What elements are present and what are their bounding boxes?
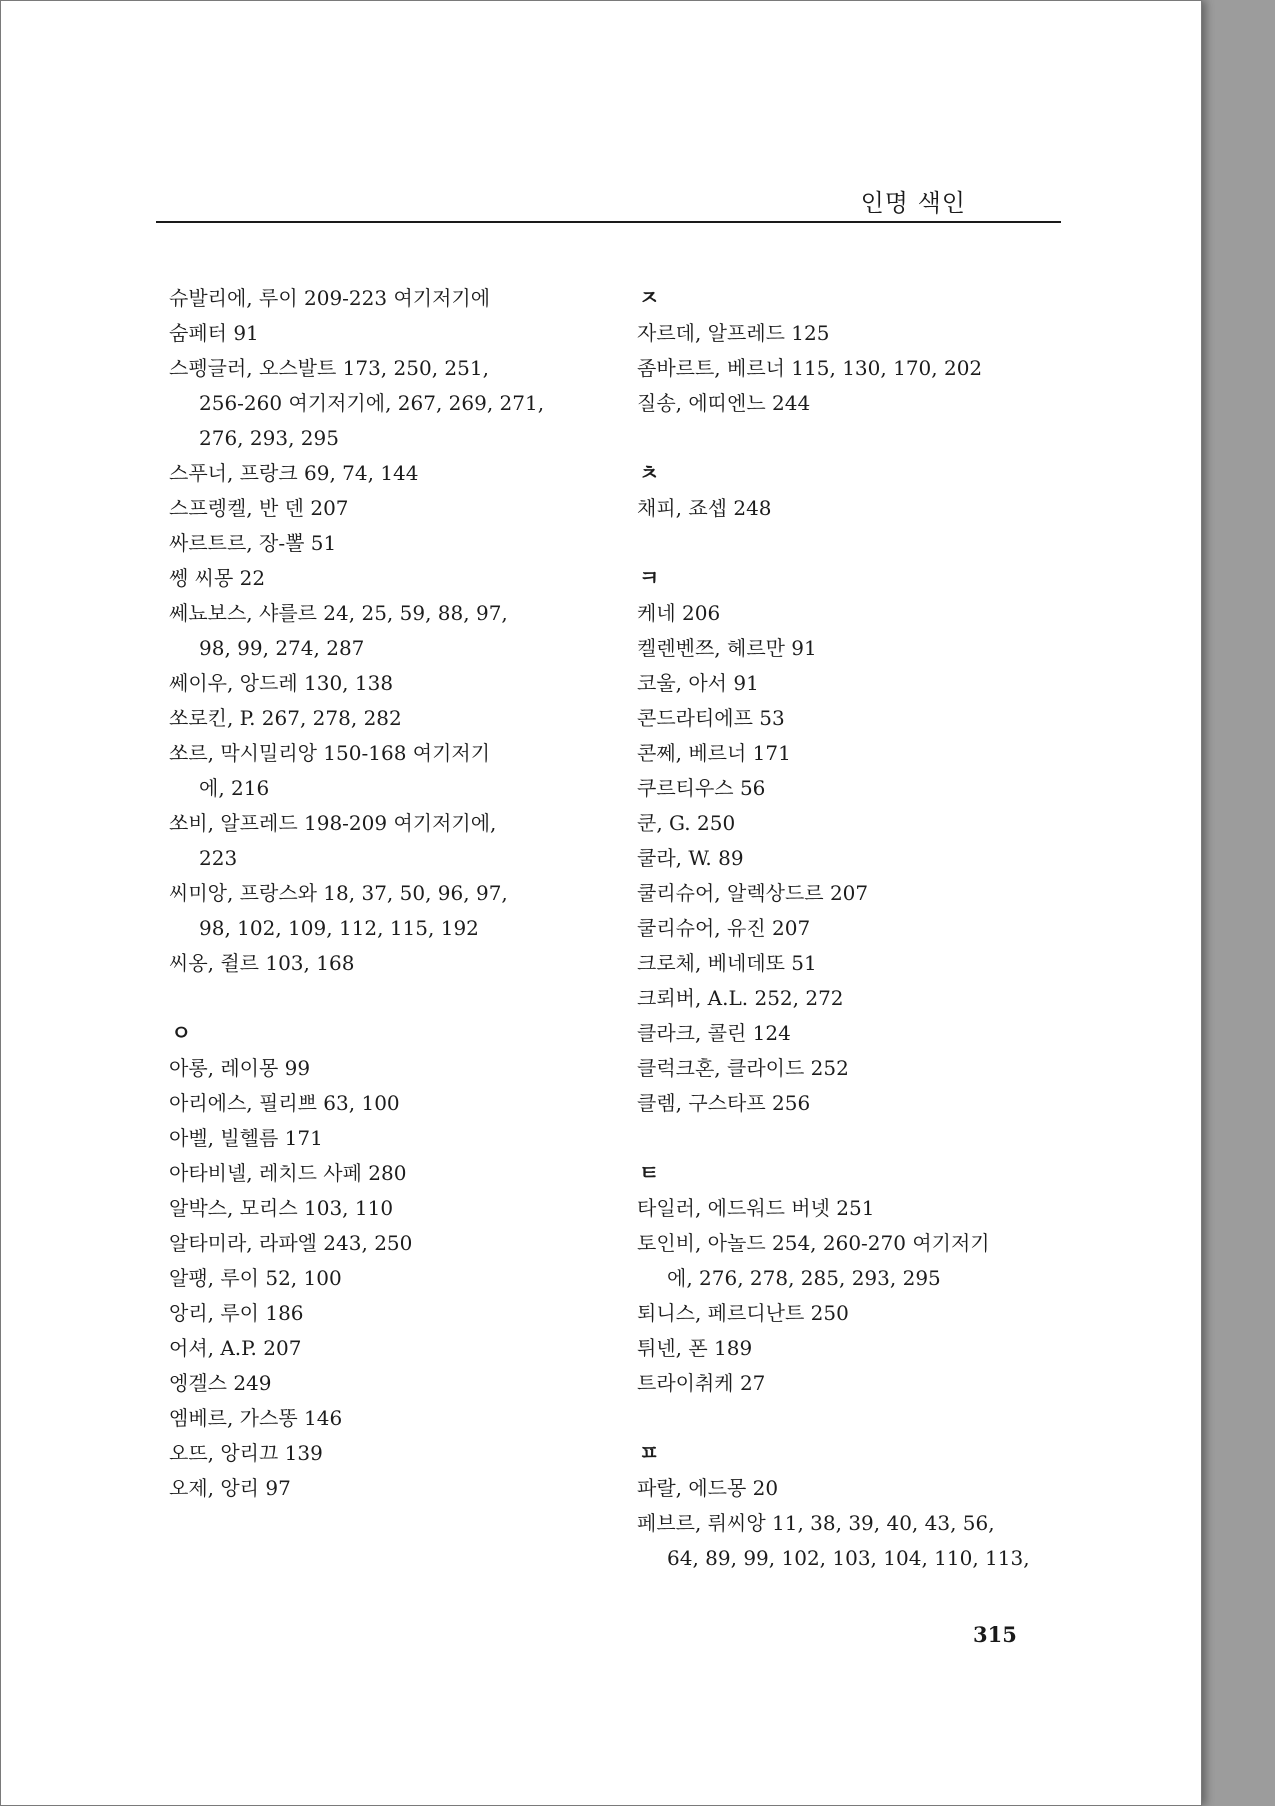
index-entry bbox=[169, 736, 609, 806]
index-entry-continuation: 에, 276, 278, 285, 293, 295 bbox=[667, 1266, 941, 1290]
index-entry-text: 자르데, 알프레드 125 bbox=[637, 321, 830, 345]
index-entry bbox=[169, 526, 609, 561]
index-entry-text: 케네 206 bbox=[637, 601, 721, 625]
entry-group-kieuk bbox=[637, 596, 1077, 1121]
index-entry-text: 어셔, A.P. 207 bbox=[169, 1336, 302, 1360]
index-entry bbox=[169, 946, 609, 981]
index-column-right bbox=[637, 281, 1077, 1576]
index-entry-text: 쏘로킨, P. 267, 278, 282 bbox=[169, 706, 402, 730]
index-entry bbox=[637, 981, 1077, 1016]
section-gap bbox=[637, 1121, 1077, 1156]
index-entry-continuation: 64, 89, 99, 102, 103, 104, 110, 113, bbox=[667, 1546, 1030, 1570]
index-entry bbox=[169, 1261, 609, 1296]
index-entry bbox=[637, 946, 1077, 981]
index-entry-continuation: 98, 102, 109, 112, 115, 192 bbox=[199, 916, 479, 940]
index-entry bbox=[169, 561, 609, 596]
index-entry bbox=[637, 1226, 1077, 1296]
index-entry bbox=[169, 1471, 609, 1506]
index-entry bbox=[169, 1331, 609, 1366]
index-entry bbox=[169, 1226, 609, 1261]
index-entry bbox=[637, 806, 1077, 841]
index-entry-continuation: 276, 293, 295 bbox=[199, 426, 339, 450]
index-entry bbox=[637, 736, 1077, 771]
index-entry-text: 슈발리에, 루이 209-223 여기저기에 bbox=[169, 286, 491, 310]
section-gap bbox=[169, 981, 609, 1016]
index-entry-text: 크뢰버, A.L. 252, 272 bbox=[637, 986, 844, 1010]
index-entry-text: 씨미앙, 프랑스와 18, 37, 50, 96, 97, bbox=[169, 881, 508, 905]
index-entry bbox=[169, 876, 609, 946]
index-entry-continuation: 256-260 여기저기에, 267, 269, 271, bbox=[199, 391, 545, 415]
index-entry-text: 튀넨, 폰 189 bbox=[637, 1336, 753, 1360]
index-entry-text: 트라이취케 27 bbox=[637, 1371, 766, 1395]
entry-group-ieung bbox=[169, 1051, 609, 1506]
page-header-title: 인명 색인 bbox=[860, 189, 966, 217]
index-entry-text: 아리에스, 필리쁘 63, 100 bbox=[169, 1091, 400, 1115]
index-entry-text: 질송, 에띠엔느 244 bbox=[637, 391, 811, 415]
index-entry bbox=[637, 841, 1077, 876]
index-entry-text: 쿨라, W. 89 bbox=[637, 846, 744, 870]
index-entry-text: 페브르, 뤼씨앙 11, 38, 39, 40, 43, 56, bbox=[637, 1511, 995, 1535]
index-entry bbox=[169, 1401, 609, 1436]
index-entry bbox=[637, 666, 1077, 701]
section-letter-pieup: ㅍ bbox=[639, 1441, 660, 1465]
index-entry-text: 앙리, 루이 186 bbox=[169, 1301, 304, 1325]
entry-group-pieup bbox=[637, 1471, 1077, 1576]
index-entry bbox=[169, 491, 609, 526]
index-entry bbox=[637, 1471, 1077, 1506]
index-entry-text: 쿠르티우스 56 bbox=[637, 776, 766, 800]
index-entry-text: 쎄이우, 앙드레 130, 138 bbox=[169, 671, 394, 695]
page-number: 315 bbox=[973, 1622, 1017, 1647]
index-entry bbox=[169, 666, 609, 701]
index-entry bbox=[637, 1016, 1077, 1051]
index-entry bbox=[169, 456, 609, 491]
section-gap bbox=[637, 1401, 1077, 1436]
entry-group-chieut bbox=[637, 491, 1077, 526]
entry-group-tieut bbox=[637, 1191, 1077, 1401]
index-entry-text: 클렘, 구스타프 256 bbox=[637, 1091, 811, 1115]
index-entry-text: 코울, 아서 91 bbox=[637, 671, 759, 695]
header-rule bbox=[156, 221, 1061, 223]
section-letter-tieut: ㅌ bbox=[639, 1161, 660, 1185]
index-entry bbox=[637, 911, 1077, 946]
index-entry-text: 쿤, G. 250 bbox=[637, 811, 736, 835]
index-entry bbox=[637, 876, 1077, 911]
index-entry-text: 클럭크혼, 클라이드 252 bbox=[637, 1056, 849, 1080]
index-entry-text: 콘쩨, 베르너 171 bbox=[637, 741, 791, 765]
index-entry-text: 알팽, 루이 52, 100 bbox=[169, 1266, 342, 1290]
index-entry bbox=[637, 1506, 1077, 1576]
index-entry bbox=[637, 631, 1077, 666]
index-entry-text: 알타미라, 라파엘 243, 250 bbox=[169, 1231, 413, 1255]
index-entry bbox=[637, 1366, 1077, 1401]
index-entry bbox=[169, 596, 609, 666]
index-entry bbox=[169, 1051, 609, 1086]
index-entry bbox=[637, 316, 1077, 351]
index-entry bbox=[169, 351, 609, 456]
index-entry bbox=[637, 1191, 1077, 1226]
index-entry-text: 싸르트르, 장-뽈 51 bbox=[169, 531, 337, 555]
index-entry-text: 아롱, 레이몽 99 bbox=[169, 1056, 311, 1080]
index-column-left bbox=[169, 281, 609, 1506]
index-entry-text: 채피, 죠셉 248 bbox=[637, 496, 772, 520]
index-entry-text: 토인비, 아놀드 254, 260-270 여기저기 bbox=[637, 1231, 990, 1255]
index-entry-text: 아타비넬, 레치드 사페 280 bbox=[169, 1161, 407, 1185]
section-letter-chieut: ㅊ bbox=[639, 461, 660, 485]
index-entry-text: 좀바르트, 베르너 115, 130, 170, 202 bbox=[637, 356, 983, 380]
index-entry bbox=[169, 1156, 609, 1191]
index-entry-text: 엥겔스 249 bbox=[169, 1371, 272, 1395]
index-entry bbox=[637, 1296, 1077, 1331]
index-entry bbox=[637, 596, 1077, 631]
index-entry bbox=[169, 1191, 609, 1226]
section-gap bbox=[637, 526, 1077, 561]
index-entry-text: 쿨리슈어, 유진 207 bbox=[637, 916, 811, 940]
index-entry-text: 크로체, 베네데또 51 bbox=[637, 951, 817, 975]
index-entry-text: 알박스, 모리스 103, 110 bbox=[169, 1196, 394, 1220]
index-entry bbox=[637, 1051, 1077, 1086]
index-entry-text: 엠베르, 가스똥 146 bbox=[169, 1406, 343, 1430]
index-entry bbox=[169, 806, 609, 876]
index-entry bbox=[169, 1436, 609, 1471]
index-entry-text: 씨옹, 쥘르 103, 168 bbox=[169, 951, 355, 975]
index-entry-text: 쏘비, 알프레드 198-209 여기저기에, bbox=[169, 811, 497, 835]
index-entry-continuation: 에, 216 bbox=[199, 776, 270, 800]
index-entry-text: 타일러, 에드워드 버넷 251 bbox=[637, 1196, 875, 1220]
index-entry-text: 쎄뇨보스, 샤를르 24, 25, 59, 88, 97, bbox=[169, 601, 508, 625]
index-entry bbox=[637, 1086, 1077, 1121]
index-entry-continuation: 223 bbox=[199, 846, 238, 870]
section-letter-kieuk: ㅋ bbox=[639, 566, 660, 590]
index-entry-text: 쏘르, 막시밀리앙 150-168 여기저기 bbox=[169, 741, 491, 765]
index-entry-text: 콘드라티에프 53 bbox=[637, 706, 785, 730]
section-letter-ieung: ㅇ bbox=[171, 1021, 192, 1045]
index-entry-text: 아벨, 빌헬름 171 bbox=[169, 1126, 323, 1150]
index-entry bbox=[169, 1296, 609, 1331]
index-entry-text: 클라크, 콜린 124 bbox=[637, 1021, 791, 1045]
section-gap bbox=[637, 421, 1077, 456]
index-entry bbox=[169, 1366, 609, 1401]
index-entry bbox=[637, 351, 1077, 386]
index-entry-text: 켈렌벤쯔, 헤르만 91 bbox=[637, 636, 817, 660]
index-entry-text: 숨페터 91 bbox=[169, 321, 259, 345]
index-entry bbox=[169, 316, 609, 351]
index-entry bbox=[637, 1331, 1077, 1366]
index-entry bbox=[169, 701, 609, 736]
index-entry-text: 쎙 씨몽 22 bbox=[169, 566, 266, 590]
index-entry-text: 오제, 앙리 97 bbox=[169, 1476, 291, 1500]
section-letter-jieut: ㅈ bbox=[639, 286, 660, 310]
index-entry-text: 스프렝켈, 반 덴 207 bbox=[169, 496, 349, 520]
index-entry bbox=[169, 1121, 609, 1156]
index-entry-text: 스푸너, 프랑크 69, 74, 144 bbox=[169, 461, 419, 485]
index-entry-text: 오뜨, 앙리끄 139 bbox=[169, 1441, 323, 1465]
index-entry-continuation: 98, 99, 274, 287 bbox=[199, 636, 365, 660]
index-entry-text: 파랄, 에드몽 20 bbox=[637, 1476, 779, 1500]
entry-group-s bbox=[169, 281, 609, 981]
index-entry bbox=[637, 386, 1077, 421]
index-entry bbox=[169, 1086, 609, 1121]
index-entry bbox=[169, 281, 609, 316]
index-entry-text: 퇴니스, 페르디난트 250 bbox=[637, 1301, 849, 1325]
index-entry bbox=[637, 771, 1077, 806]
index-entry bbox=[637, 701, 1077, 736]
entry-group-jieut bbox=[637, 316, 1077, 421]
index-entry-text: 쿨리슈어, 알렉상드르 207 bbox=[637, 881, 869, 905]
index-entry bbox=[637, 491, 1077, 526]
index-entry-text: 스펭글러, 오스발트 173, 250, 251, bbox=[169, 356, 489, 380]
